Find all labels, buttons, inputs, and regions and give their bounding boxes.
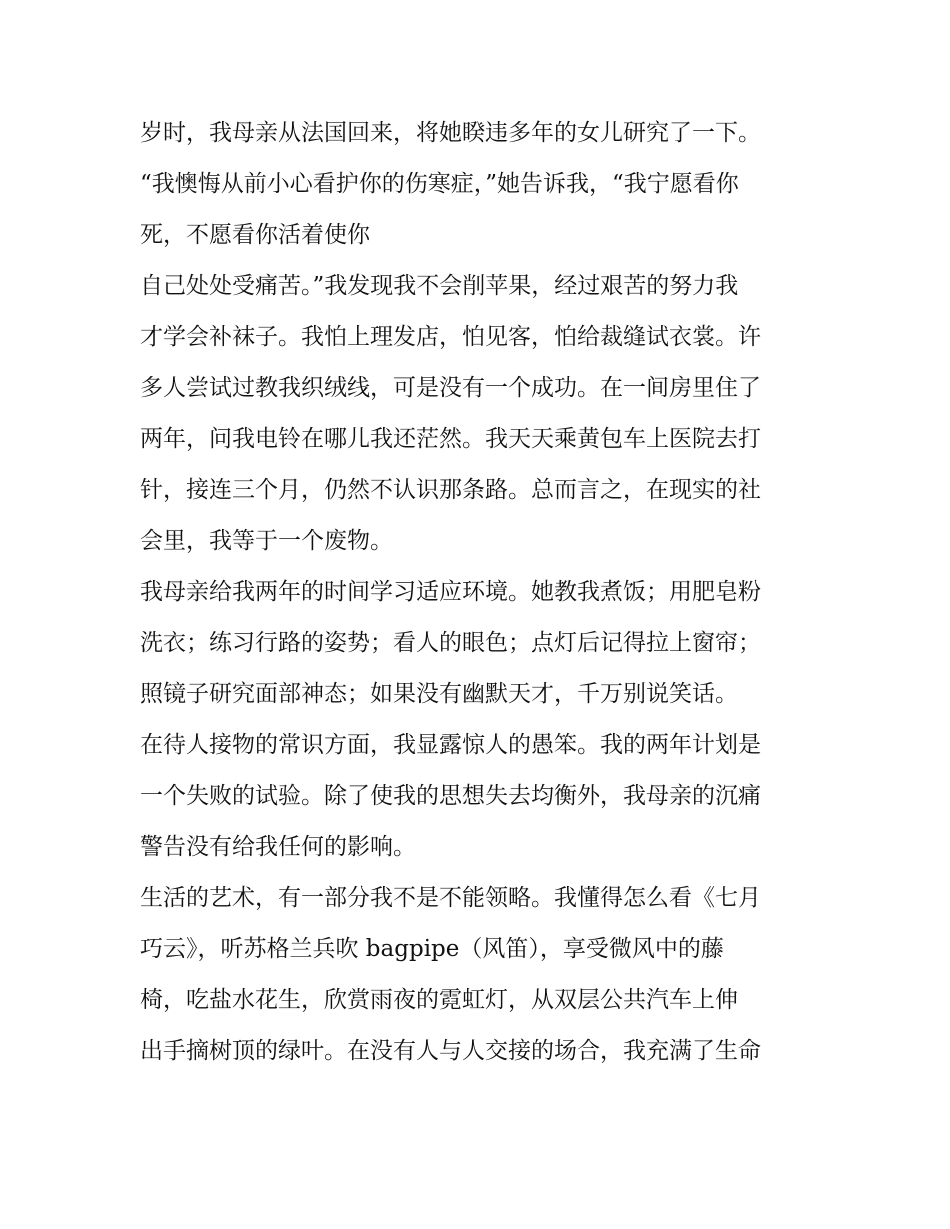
- text-line: 会里，我等于一个废物。: [140, 528, 393, 554]
- text-line: 才学会补袜子。我怕上理发店，怕见客，怕给裁缝试衣裳。许: [140, 324, 761, 350]
- text-line: 照镜子研究面部神态；如果没有幽默天才，千万别说笑话。: [140, 681, 738, 707]
- text-line: 岁时，我母亲从法国回来，将她睽违多年的女儿研究了一下。: [140, 120, 761, 146]
- text-line: 死，不愿看你活着使你: [140, 222, 370, 248]
- text-line: 警告没有给我任何的影响。: [140, 834, 416, 860]
- text-line: 多人尝试过教我织绒线，可是没有一个成功。在一间房里住了: [140, 375, 761, 401]
- text-line: 生活的艺术，有一部分我不是不能领略。我懂得怎么看《七月: [140, 885, 761, 911]
- text-line: 在待人接物的常识方面，我显露惊人的愚笨。我的两年计划是: [140, 732, 761, 758]
- text-line: 我母亲给我两年的时间学习适应环境。她教我煮饭；用肥皂粉: [140, 579, 761, 605]
- body-text: [140, 108, 820, 1077]
- text-line: 洗衣；练习行路的姿势；看人的眼色；点灯后记得拉上窗帘；: [140, 630, 761, 656]
- text-line: 自己处处受痛苦。”我发现我不会削苹果，经过艰苦的努力我: [140, 273, 739, 299]
- text-line: “我懊悔从前小心看护你的伤寒症，”她告诉我，“我宁愿看你: [140, 171, 739, 197]
- text-line: 一个失败的试验。除了使我的思想失去均衡外，我母亲的沉痛: [140, 783, 761, 809]
- text-line: 两年，问我电铃在哪儿我还茫然。我天天乘黄包车上医院去打: [140, 426, 761, 452]
- text-line: 出手摘树顶的绿叶。在没有人与人交接的场合，我充满了生命: [140, 1038, 761, 1064]
- text-line: 椅，吃盐水花生，欣赏雨夜的霓虹灯，从双层公共汽车上伸: [140, 987, 738, 1013]
- text-line: 针，接连三个月，仍然不认识那条路。总而言之，在现实的社: [140, 477, 761, 503]
- text-line: 巧云》，听苏格兰兵吹 bagpipe（风笛），享受微风中的藤: [140, 936, 724, 962]
